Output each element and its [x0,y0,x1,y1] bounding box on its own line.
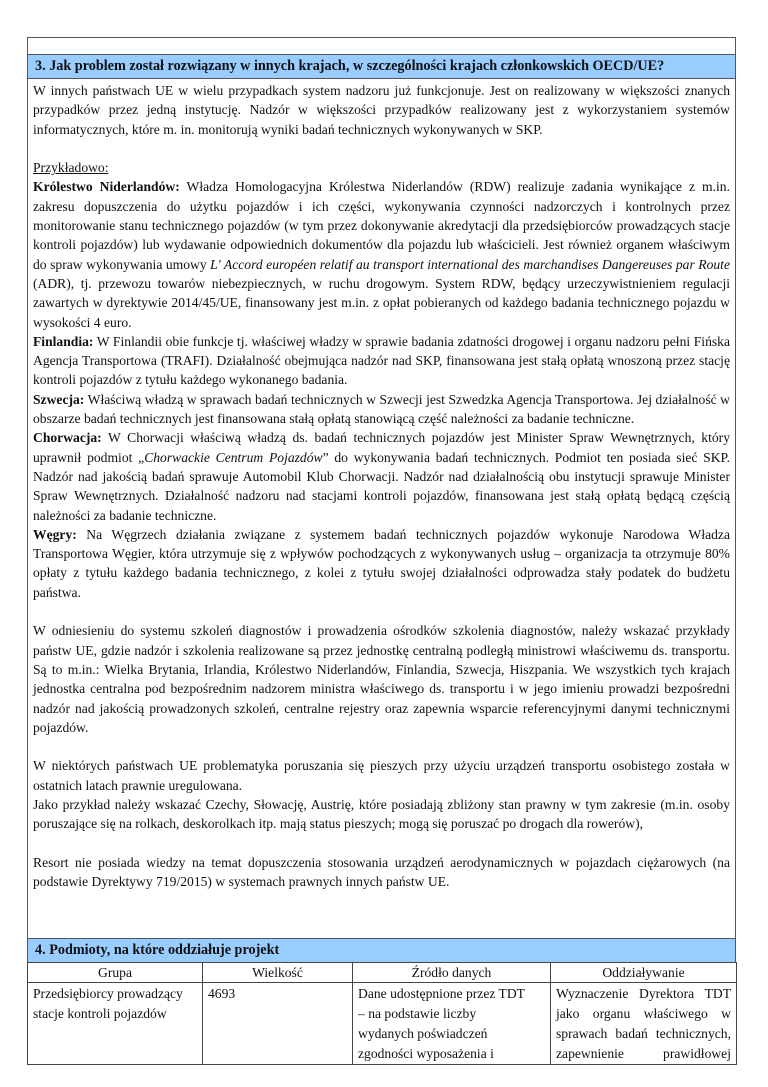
examples-label: Przykładowo: [33,160,109,176]
column-header-impact: Oddziaływanie [551,963,737,983]
country-name: Szwecja: [33,391,85,407]
section-4-table [27,938,736,962]
section-3-header: 3. Jak problem został rozwiązany w innych krajach, w szczególności krajach członkowskich OECD/UE? [28,55,735,79]
column-header-size: Wielkość [203,963,353,983]
table-header-row [28,963,737,983]
section-3-body [28,79,735,938]
cell-size: 4693 [203,983,353,1064]
pedestrians-paragraph-1: W niektórych państwach UE problematyka poruszania się pieszych przy użyciu urządzeń transportu osobistego została w ostatnich latach prawnie uregulowana. [33,758,730,793]
country-sweden: Szwecja: Właściwą władzą w sprawach badań technicznych w Szwecji jest Szwedzka Agencja Transportowa. Jej działalność w obszarze badań technicznych jest finansowana stałą opłatą stanowiącą część należności za badanie techniczne. [33,391,730,427]
column-header-group: Grupa [28,963,203,983]
table-row [28,983,737,1064]
country-name: Chorwacja: [33,430,102,446]
stakeholders-table [27,962,737,1064]
pedestrians-paragraph-2: Jako przykład należy wskazać Czechy, Słowację, Austrię, które posiadają zbliżony stan prawny w tym zakresie (m.in. osoby poruszające się na rolkach, deskorolkach itp. mają status pieszych; mogą się poruszać po drogach dla rowerów), [33,796,730,832]
aerodynamic-paragraph: Resort nie posiada wiedzy na temat dopuszczenia stosowania urządzeń aerodynamicznych w pojazdach ciężarowych (na podstawie Dyrektywy 719/2015) w systemach prawnych innych państw UE. [33,854,730,890]
country-name: Królestwo Niderlandów: [33,179,180,195]
intro-paragraph: W innych państwach UE w wielu przypadkach system nadzoru już funkcjonuje. Jest on realizowany w większości znanych przypadków przez jedną instytucję. Nadzór w większości przypadków realizowany jest z wykorzystaniem systemów informatycznych, które m. in. monitorują wyniki badań technicznych wykonywanych w SKP. [33,83,730,137]
country-croatia: Chorwacja: W Chorwacji właściwą władzą ds. badań technicznych pojazdów jest Minister Spraw Wewnętrznych, który uprawnił podmiot „Chorwackie Centrum Pojazdów” do wykonywania badań technicznych. Podmiot ten posiada sieć SKP. Nadzór nad jakością badań sprawuje Automobil Klub Chorwacji. Nadzór nad działalnością obu instytucji sprawuje Minister Spraw Wewnętrznych. Działalność nadzoru nad stacjami kontroli pojazdów, finansowana jest stałą opłatą będącą częścią należności za badanie techniczne. [33,430,730,523]
cell-group: Przedsiębiorcy prowadzący stacje kontroli pojazdów [28,983,203,1064]
section-4-header: 4. Podmioty, na które oddziałuje projekt [28,939,735,962]
country-name: Węgry: [33,526,77,542]
country-name: Finlandia: [33,333,94,349]
empty-row [28,38,735,55]
country-netherlands: Królestwo Niderlandów: Władza Homologacyjna Królestwa Niderlandów (RDW) realizuje zadania wynikające z m.in. zakresu dopuszczenia do użytku pojazdów i ich części, wykonywania czynności nadzorczych i kontrolnych przez monitorowanie stanu technicznego pojazdów (w tym przez dokonywanie akredytacji dla przedsiębiorców prowadzących stacje kontroli pojazdów) lub wydawanie odpowiednich dokumentów dla pojazdu lub właścicieli. Jest również organem właściwym do spraw wykonywania umowy L' Accord européen relatif au transport international des marchandises Dangereuses par Route (ADR), tj. przewozu towarów niebezpiecznych, w ruchu drogowym. System RDW, będący urzeczywistnieniem regulacji zawartych w dyrektywie 2014/45/UE, finansowany jest m.in. z opłat pobieranych od każdego badania technicznego pojazdu w wysokości 4 euro. [33,179,730,330]
section-3-table [27,37,736,938]
country-finland: Finlandia: W Finlandii obie funkcje tj. właściwej władzy w sprawie badania zdatności drogowej i organu nadzoru pełni Fińska Agencja Transportowa (TRAFI). Działalność obejmująca nadzór nad SKP, finansowana jest stałą opłatą wnoszoną przez stację kontroli pojazdów z tytułu każdego wykonanego badania. [33,333,730,388]
training-paragraph: W odniesieniu do systemu szkoleń diagnostów i prowadzenia ośrodków szkolenia diagnostów, należy wskazać przykłady państw UE, gdzie nadzór i szkolenia realizowane są przez jednostkę centralną podległą ministrowi właściwemu ds. transportu. Są to m.in.: Wielka Brytania, Irlandia, Królestwo Niderlandów, Finlandia, Szwecja, Hiszpania. We wszystkich tych krajach jednostka centralna pod bezpośrednim nadzorem ministra właściwego ds. transportu i w jego imieniu prowadzi bezpośredni nadzór nad jakością prowadzonych szkoleń, centralne rejestry oraz zapewnia wsparcie referencyjnymi danymi technicznymi pojazdów. [33,623,730,735]
cell-data-source: Dane udostępnione przez TDT – na podstawie liczby wydanych poświadczeń zgodności wyposażenia i [353,983,551,1064]
cell-impact: Wyznaczenie Dyrektora TDT jako organu właściwego w sprawach badań technicznych, zapewnienie prawidłowej [551,983,737,1064]
regulatory-impact-document [27,37,736,1065]
country-hungary: Węgry: Na Węgrzech działania związane z systemem badań technicznych pojazdów wykonuje Narodowa Władza Transportowa Węgier, która utrzymuje się z wpływów pochodzących z wykonywanych usług – organizacja ta otrzymuje 80% opłaty z tytułu każdego badania technicznego, z kolei z tytułu swojej działalności odprowadza stały podatek do budżetu państwa. [33,526,730,600]
column-header-data-source: Źródło danych [353,963,551,983]
